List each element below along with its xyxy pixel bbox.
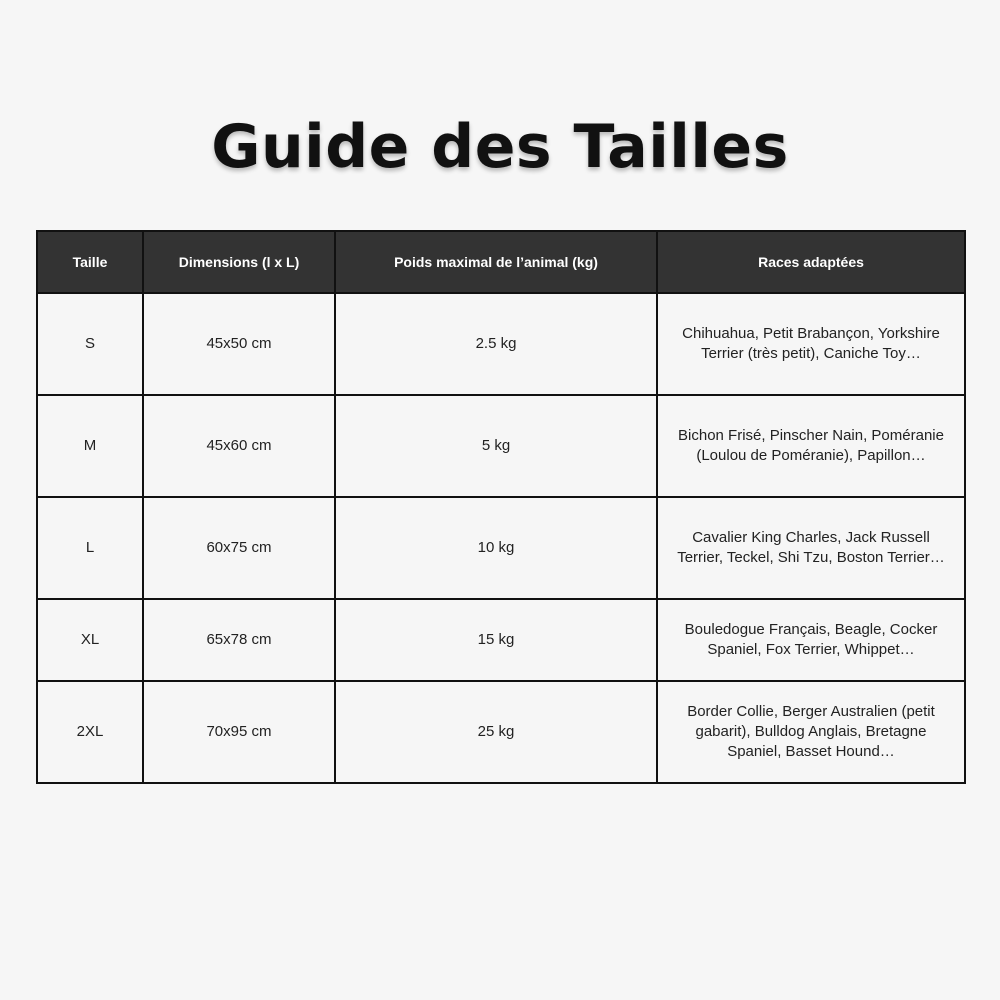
cell-dimensions: 60x75 cm xyxy=(143,497,335,599)
table-row xyxy=(37,395,965,497)
cell-breeds: Cavalier King Charles, Jack Russell Terrier, Teckel, Shi Tzu, Boston Terrier… xyxy=(657,497,965,599)
cell-dimensions: 45x50 cm xyxy=(143,293,335,395)
cell-size: M xyxy=(37,395,143,497)
table-body xyxy=(37,293,965,783)
cell-dimensions: 45x60 cm xyxy=(143,395,335,497)
header-max-weight: Poids maximal de l’animal (kg) xyxy=(335,231,657,293)
table-header xyxy=(37,231,965,293)
header-dimensions: Dimensions (l x L) xyxy=(143,231,335,293)
cell-weight: 2.5 kg xyxy=(335,293,657,395)
cell-size: L xyxy=(37,497,143,599)
cell-size: S xyxy=(37,293,143,395)
cell-breeds: Bichon Frisé, Pinscher Nain, Poméranie (Loulou de Poméranie), Papillon… xyxy=(657,395,965,497)
table-row xyxy=(37,293,965,395)
cell-size: XL xyxy=(37,599,143,681)
cell-weight: 15 kg xyxy=(335,599,657,681)
cell-dimensions: 65x78 cm xyxy=(143,599,335,681)
cell-size: 2XL xyxy=(37,681,143,783)
cell-breeds: Chihuahua, Petit Brabançon, Yorkshire Terrier (très petit), Caniche Toy… xyxy=(657,293,965,395)
header-row xyxy=(37,231,965,293)
header-size: Taille xyxy=(37,231,143,293)
size-guide-table xyxy=(36,230,966,784)
cell-weight: 5 kg xyxy=(335,395,657,497)
table-row xyxy=(37,681,965,783)
cell-weight: 10 kg xyxy=(335,497,657,599)
header-breeds: Races adaptées xyxy=(657,231,965,293)
cell-dimensions: 70x95 cm xyxy=(143,681,335,783)
cell-weight: 25 kg xyxy=(335,681,657,783)
cell-breeds: Bouledogue Français, Beagle, Cocker Spaniel, Fox Terrier, Whippet… xyxy=(657,599,965,681)
cell-breeds: Border Collie, Berger Australien (petit gabarit), Bulldog Anglais, Bretagne Spaniel, Basset Hound… xyxy=(657,681,965,783)
table-row xyxy=(37,599,965,681)
table-row xyxy=(37,497,965,599)
page-title: Guide des Tailles xyxy=(211,112,789,182)
